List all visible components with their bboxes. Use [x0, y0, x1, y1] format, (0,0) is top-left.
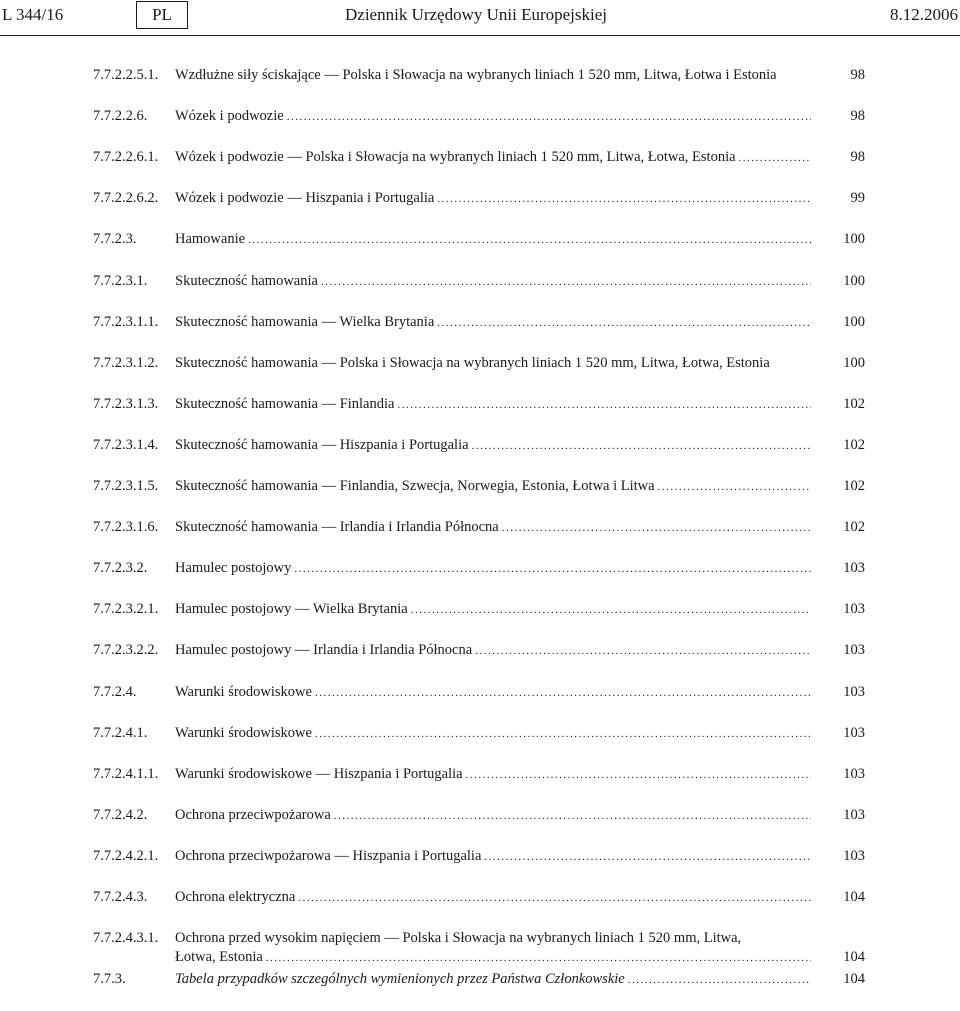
toc-entry-title: Hamulec postojowy — Wielka Brytania: [175, 601, 408, 618]
leader-dots: [321, 273, 811, 292]
toc-entry-text: [175, 641, 811, 661]
toc-entry-title: Skuteczność hamowania — Polska i Słowacja na wybranych liniach 1 520 mm, Litwa, Łotwa, Estonia: [175, 354, 770, 371]
leader-dots: [475, 642, 811, 661]
toc-entry-page-number: 104: [843, 889, 865, 905]
toc-entry-number: 7.7.3.: [93, 971, 126, 988]
toc-entry-text: [175, 559, 811, 579]
toc-entry-title: Wózek i podwozie: [175, 108, 284, 125]
toc-entry-number: 7.7.2.3.1.1.: [93, 313, 159, 330]
toc-entry-number: 7.7.2.3.2.2.: [93, 642, 159, 659]
toc-entry-number: 7.7.2.2.6.1.: [93, 149, 159, 166]
toc-entry-text: [175, 477, 811, 497]
toc-entry-number: 7.7.2.4.2.1.: [93, 847, 159, 864]
header-divider: [0, 35, 960, 36]
toc-entry-text: [175, 436, 811, 456]
toc-entry-number: 7.7.2.2.5.1.: [93, 67, 159, 83]
toc-entry-text: [175, 888, 811, 908]
toc-entry-number: 7.7.2.3.1.6.: [93, 519, 159, 536]
toc-entry-number: 7.7.2.4.2.: [93, 806, 148, 823]
leader-dots: [266, 949, 811, 968]
toc-entry-page-number: 100: [843, 313, 865, 330]
toc-entry-page-number: 98: [850, 108, 865, 125]
toc-entry-page-number: 103: [843, 601, 865, 618]
toc-entry-text: [175, 518, 811, 538]
journal-title: Dziennik Urzędowy Unii Europejskiej: [345, 5, 608, 24]
toc-entry-page-number: 104: [843, 971, 865, 988]
toc-entry-number: 7.7.2.3.2.: [93, 560, 148, 577]
toc-entry-page-number: 102: [843, 519, 865, 536]
toc-entry-number: 7.7.2.3.1.4.: [93, 436, 159, 453]
toc-entry-title: Skuteczność hamowania — Irlandia i Irlandia Północna: [175, 519, 499, 536]
leader-dots: [437, 190, 811, 209]
toc-entry-text: [175, 806, 811, 826]
toc-entry-page-number: 103: [843, 683, 865, 700]
page-header: [0, 0, 960, 36]
toc-entry-number: 7.7.2.4.1.1.: [93, 765, 159, 782]
toc-entry-title: Wózek i podwozie — Polska i Słowacja na wybranych liniach 1 520 mm, Litwa, Łotwa, Estonia: [175, 149, 736, 166]
language-badge: PL: [136, 1, 188, 29]
toc-entry-title: Hamulec postojowy — Irlandia i Irlandia Północna: [175, 642, 473, 659]
toc-entry-page-number: 102: [843, 436, 865, 453]
toc-entry-page-number: 103: [843, 806, 865, 823]
toc-entry-page-number: 98: [850, 67, 865, 83]
toc-entry-text: [175, 107, 811, 127]
leader-dots: [287, 108, 811, 127]
toc-entry-page-number: 103: [843, 642, 865, 659]
toc-entry-title: Ochrona elektryczna: [175, 889, 296, 905]
toc-entry-text: [175, 313, 811, 333]
leader-dots: [298, 889, 811, 908]
publication-date: 8.12.2006: [890, 5, 958, 24]
toc-entry-number: 7.7.2.2.6.2.: [93, 190, 159, 207]
toc-entry-number: 7.7.2.3.1.2.: [93, 354, 159, 371]
toc-entry-number: 7.7.2.4.3.: [93, 889, 148, 905]
toc-entry-text: [175, 66, 811, 85]
toc-entry-title: Skuteczność hamowania — Hiszpania i Portugalia: [175, 436, 469, 453]
toc-entry-text: [175, 272, 811, 292]
leader-dots: [397, 396, 811, 415]
leader-dots: [502, 519, 811, 538]
toc-entry-title: Wózek i podwozie — Hiszpania i Portugalia: [175, 190, 435, 207]
toc-entry-page-number: 103: [843, 560, 865, 577]
leader-dots: [334, 807, 811, 826]
toc-entry-text: [175, 683, 811, 703]
leader-dots: [315, 725, 811, 744]
toc-entry-text: [175, 847, 811, 867]
leader-dots: [248, 231, 811, 250]
leader-dots: [466, 766, 811, 785]
toc-entry-text: [175, 148, 811, 168]
toc-entry-title: Ochrona przeciwpożarowa: [175, 806, 331, 823]
toc-entry-title: Ochrona przeciwpożarowa — Hiszpania i Portugalia: [175, 847, 482, 864]
leader-dots: [315, 684, 811, 703]
toc-entry-number: 7.7.2.4.1.: [93, 724, 148, 741]
toc-entry-number: 7.7.2.3.1.5.: [93, 478, 159, 494]
leader-dots: [472, 437, 811, 456]
leader-dots: [658, 478, 811, 497]
toc-entry-number: 7.7.2.2.6.: [93, 108, 148, 125]
toc-entry-page-number: 100: [843, 354, 865, 371]
toc-entry-title: Warunki środowiskowe: [175, 683, 312, 700]
toc-entry-number: 7.7.2.4.: [93, 683, 137, 700]
leader-dots: [294, 560, 811, 579]
leader-dots: [411, 601, 811, 620]
page-reference: L 344/16: [2, 5, 64, 24]
toc-entry-page-number: 102: [843, 478, 865, 494]
toc-entry-text: [175, 354, 811, 373]
toc-entry-title: Warunki środowiskowe — Hiszpania i Portugalia: [175, 765, 463, 782]
leader-dots: [437, 314, 811, 333]
toc-entry-page-number: 103: [843, 724, 865, 741]
toc-entry-page-number: 103: [843, 847, 865, 864]
toc-entry-title: Skuteczność hamowania — Finlandia, Szwecja, Norwegia, Estonia, Łotwa i Litwa: [175, 478, 655, 494]
leader-dots: [739, 149, 811, 168]
toc-entry-title: Łotwa, Estonia: [175, 949, 263, 966]
toc-entry-page-number: 98: [850, 149, 865, 166]
toc-entry-title: Skuteczność hamowania — Wielka Brytania: [175, 313, 435, 330]
toc-entry-page-number: 100: [843, 272, 865, 289]
toc-entry-text: [175, 765, 811, 785]
toc-entry-title: Skuteczność hamowania: [175, 272, 318, 289]
toc-entry-number: 7.7.2.3.1.3.: [93, 395, 159, 412]
toc-entry-page-number: 100: [843, 231, 865, 248]
toc-entry-page-number: 102: [843, 395, 865, 412]
toc-entry-text: [175, 600, 811, 620]
toc-entry-title: Wzdłużne siły ściskające — Polska i Słowacja na wybranych liniach 1 520 mm, Litwa, Łotwa i Estonia: [175, 67, 777, 83]
toc-entry-text: [175, 970, 811, 990]
toc-entry-title: Hamowanie: [175, 231, 246, 248]
toc-entry-title: Hamulec postojowy: [175, 560, 292, 577]
toc-entry-text: [175, 724, 811, 744]
leader-dots: [484, 848, 811, 867]
toc-entry-page-number: 103: [843, 765, 865, 782]
toc-entry-title: Tabela przypadków szczególnych wymienionych przez Państwa Członkowskie: [175, 971, 625, 988]
toc-entry-text: [175, 230, 811, 250]
toc-entry-page-number: 104: [843, 949, 865, 966]
toc-entry-number: 7.7.2.3.1.: [93, 272, 148, 289]
toc-entry-number: 7.7.2.3.: [93, 231, 137, 248]
toc-entry-title-line1: Ochrona przed wysokim napięciem — Polska i Słowacja na wybranych liniach 1 520 mm, Litwa,: [175, 930, 742, 947]
toc-entry-text: [175, 929, 811, 968]
toc-entry-text: [175, 395, 811, 415]
toc-entry-title: Skuteczność hamowania — Finlandia: [175, 395, 395, 412]
toc-entry-number: 7.7.2.4.3.1.: [93, 930, 159, 947]
toc-entry-title: Warunki środowiskowe: [175, 724, 312, 741]
toc-entry-page-number: 99: [850, 190, 865, 207]
leader-dots: [628, 971, 811, 990]
toc-entry-number: 7.7.2.3.2.1.: [93, 601, 159, 618]
toc-entry-text: [175, 189, 811, 209]
